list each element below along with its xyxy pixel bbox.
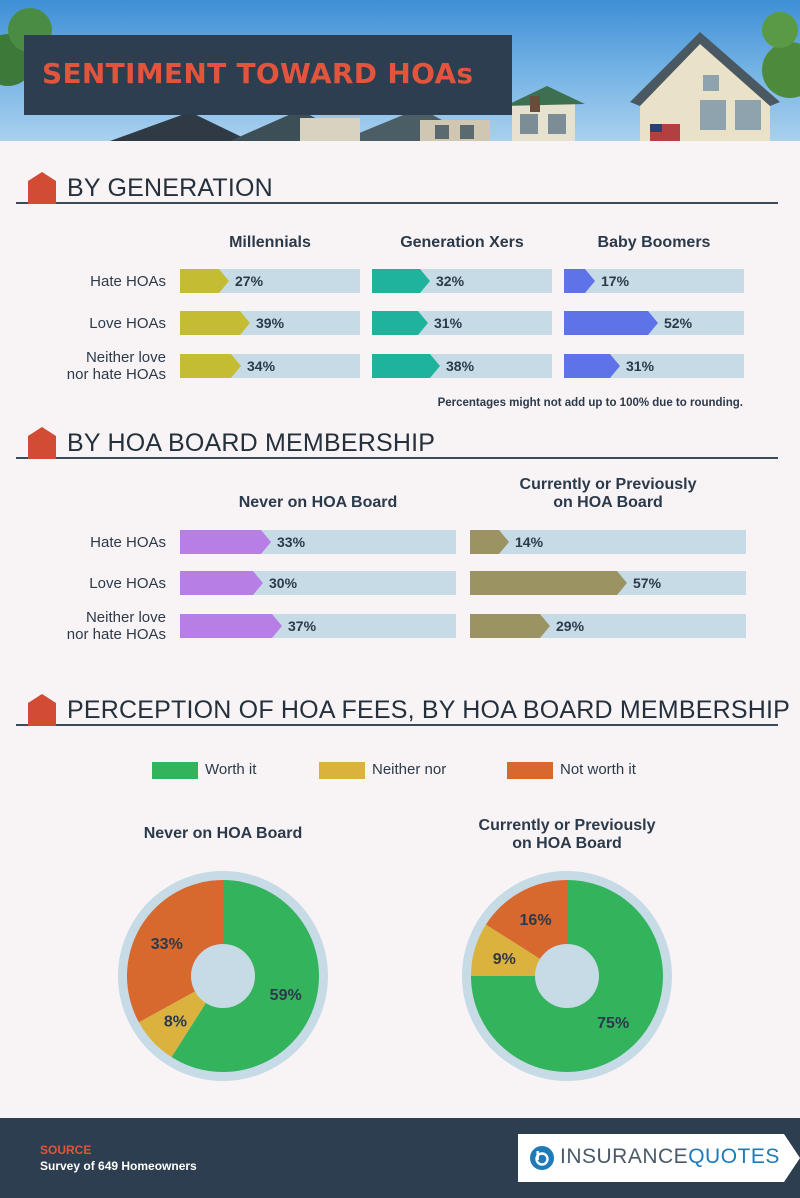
section-heading-board — [16, 425, 778, 459]
bar-value-label: 57% — [633, 575, 662, 591]
pie-slice-label: 16% — [519, 911, 552, 929]
bar-value-label: 39% — [256, 315, 285, 331]
bar — [372, 311, 428, 335]
bar — [564, 354, 620, 378]
bar-value-label: 37% — [288, 618, 317, 634]
bar — [180, 354, 241, 378]
legend-swatch — [319, 762, 365, 779]
series-heading: Millennials — [229, 234, 311, 251]
footer — [0, 1118, 800, 1198]
pie-center-hole — [191, 944, 255, 1008]
donut-chart — [457, 866, 677, 1086]
pie-center-hole — [535, 944, 599, 1008]
bar-track — [180, 571, 456, 595]
bar-track — [470, 530, 746, 554]
donut-chart — [113, 866, 333, 1086]
bar-value-label: 52% — [664, 315, 693, 331]
section-title: BY HOA BOARD MEMBERSHIP — [67, 429, 436, 457]
bar-value-label: 33% — [277, 534, 306, 550]
bar-track — [470, 571, 746, 595]
bar — [372, 269, 430, 293]
legend-label: Not worth it — [560, 761, 636, 778]
row-label: Hate HOAs — [90, 533, 166, 551]
section-title: PERCEPTION OF HOA FEES, BY HOA BOARD MEMBERSHIP — [67, 696, 790, 724]
section-heading-fees — [16, 692, 790, 726]
bar — [372, 354, 440, 378]
house-icon — [28, 694, 56, 726]
bar — [180, 311, 250, 335]
pie-slice-label: 8% — [163, 1013, 187, 1031]
bar — [564, 311, 658, 335]
house-icon — [28, 427, 56, 459]
rounding-note: Percentages might not add up to 100% due to rounding. — [437, 397, 743, 409]
series-heading: Baby Boomers — [597, 234, 711, 251]
bar-track — [564, 311, 744, 335]
row-label: Hate HOAs — [90, 272, 166, 290]
bar — [180, 269, 229, 293]
legend-swatch — [507, 762, 553, 779]
bar-track — [564, 354, 744, 378]
bar-value-label: 27% — [235, 273, 264, 289]
bar — [180, 571, 263, 595]
bar — [180, 530, 271, 554]
section-heading-generation — [16, 170, 778, 204]
pie-slice-label: 59% — [269, 987, 302, 1005]
row-label: Love HOAs — [89, 574, 166, 592]
logo-text: INSURANCEQUOTES — [560, 1145, 780, 1168]
pie-slice-label: 9% — [492, 950, 516, 968]
logo-corner — [784, 1134, 800, 1182]
bar-track — [372, 269, 552, 293]
bar-track — [180, 269, 360, 293]
pie-title: Never on HOA Board — [143, 825, 303, 842]
bar-track — [180, 530, 456, 554]
row-label: Neither love nor hate HOAs — [66, 609, 166, 643]
row-label: Neither love nor hate HOAs — [66, 349, 166, 383]
pie-slice-label: 33% — [150, 935, 183, 953]
series-heading: Generation Xers — [400, 234, 524, 251]
bar-value-label: 31% — [434, 315, 463, 331]
row-label: Love HOAs — [89, 314, 166, 332]
bar — [564, 269, 595, 293]
source-label: SOURCE — [40, 1143, 92, 1157]
bar-track — [180, 354, 360, 378]
bar-value-label: 17% — [601, 273, 630, 289]
bar-track — [372, 354, 552, 378]
bar — [470, 530, 509, 554]
bar-track — [180, 614, 456, 638]
bar — [180, 614, 282, 638]
legend-label: Worth it — [205, 761, 257, 778]
bar-track — [180, 311, 360, 335]
pie-slice-label: 75% — [597, 1015, 630, 1033]
bar — [470, 614, 550, 638]
legend-label: Neither nor — [372, 761, 447, 778]
bar-value-label: 32% — [436, 273, 465, 289]
section-title: BY GENERATION — [67, 174, 273, 202]
series-heading: Never on HOA Board — [238, 494, 398, 511]
bar-value-label: 30% — [269, 575, 298, 591]
header-banner — [0, 0, 800, 141]
series-heading: Currently or Previously on HOA Board — [519, 476, 697, 511]
bar-value-label: 14% — [515, 534, 544, 550]
logo-icon — [530, 1146, 554, 1170]
bar — [470, 571, 627, 595]
page-title: SENTIMENT TOWARD HOAs — [42, 57, 474, 90]
house-icon — [28, 172, 56, 204]
bar-track — [470, 614, 746, 638]
bar-track — [372, 311, 552, 335]
logo — [518, 1134, 784, 1182]
bar-value-label: 31% — [626, 358, 655, 374]
legend-swatch — [152, 762, 198, 779]
bar-value-label: 29% — [556, 618, 585, 634]
source-text: Survey of 649 Homeowners — [40, 1159, 197, 1173]
title-box — [24, 35, 512, 115]
pie-title: Currently or Previously on HOA Board — [478, 817, 656, 852]
bar-value-label: 38% — [446, 358, 475, 374]
bar-track — [564, 269, 744, 293]
bar-value-label: 34% — [247, 358, 276, 374]
